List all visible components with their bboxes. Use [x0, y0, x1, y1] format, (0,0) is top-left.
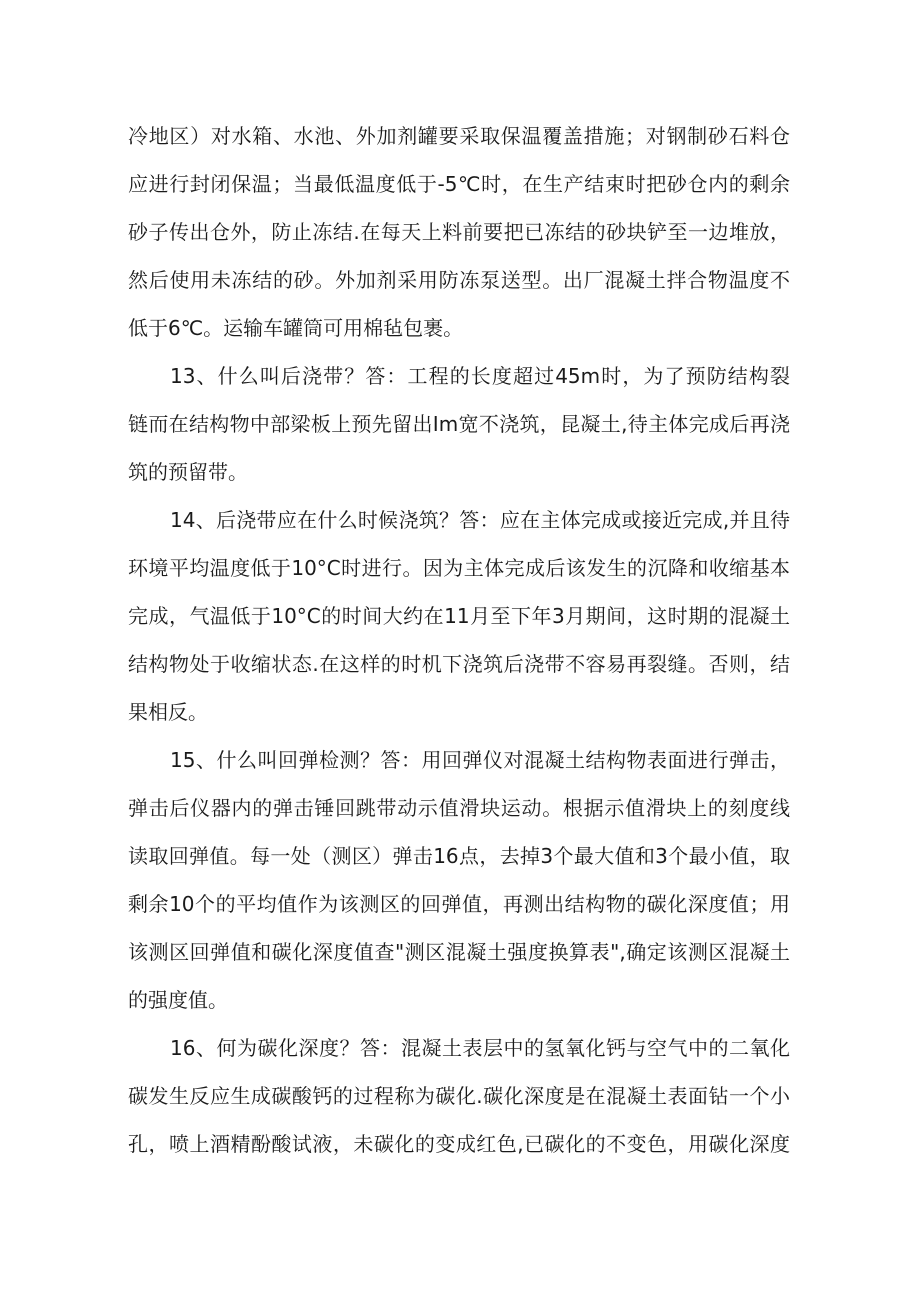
paragraph-q15	[128, 736, 790, 1024]
text-line: 弹击后仪器内的弹击锤回跳带动示值滑块运动。根据示值滑块上的刻度线	[128, 796, 790, 820]
document-body	[128, 112, 790, 1168]
text-line: 链而在结构物中部梁板上预先留出Im宽不浇筑，昆凝土,待主体完成后再浇	[128, 412, 790, 436]
text-line: 然后使用未冻结的砂。外加剂采用防冻泵送型。出厂混凝土拌合物温度不	[128, 268, 790, 292]
paragraph-q16	[128, 1024, 790, 1168]
text-line: 的强度值。	[128, 988, 228, 1012]
text-line: 15、什么叫回弹检测？答：用回弹仪对混凝土结构物表面进行弹击，	[170, 748, 790, 772]
text-line: 16、何为碳化深度？答：混凝土表层中的氢氧化钙与空气中的二氧化	[170, 1036, 790, 1060]
paragraph-q14	[128, 496, 790, 736]
text-line: 低于6℃。运输车罐筒可用棉毡包裹。	[128, 316, 464, 340]
text-line: 该测区回弹值和碳化深度值查"测区混凝土强度换算表",确定该测区混凝土	[128, 940, 790, 964]
text-line: 完成，气温低于10°C的时间大约在11月至下年3月期间，这时期的混凝土	[128, 604, 790, 628]
paragraph-continuation	[128, 112, 790, 352]
text-line: 读取回弹值。每一处（测区）弹击16点，去掉3个最大值和3个最小值，取	[128, 844, 790, 868]
text-line: 筑的预留带。	[128, 460, 248, 484]
text-line: 果相反。	[128, 700, 208, 724]
text-line: 环境平均温度低于10°C时进行。因为主体完成后该发生的沉降和收缩基本	[128, 556, 790, 580]
text-line: 砂子传出仓外，防止冻结.在每天上料前要把已冻结的砂块铲至一边堆放，	[128, 220, 790, 244]
text-line: 14、后浇带应在什么时候浇筑？答：应在主体完成或接近完成,并且待	[170, 508, 790, 532]
text-line: 孔，喷上酒精酚酸试液，未碳化的变成红色,已碳化的不变色，用碳化深度	[128, 1132, 790, 1156]
text-line: 13、什么叫后浇带？答：工程的长度超过45m时，为了预防结构裂	[170, 364, 790, 388]
text-line: 剩余10个的平均值作为该测区的回弹值，再测出结构物的碳化深度值；用	[128, 892, 790, 916]
text-line: 碳发生反应生成碳酸钙的过程称为碳化.碳化深度是在混凝土表面钻一个小	[128, 1084, 790, 1108]
text-line: 结构物处于收缩状态.在这样的时机下浇筑后浇带不容易再裂缝。否则，结	[128, 652, 790, 676]
text-line: 应进行封闭保温；当最低温度低于-5℃时，在生产结束时把砂仓内的剩余	[128, 172, 790, 196]
paragraph-q13	[128, 352, 790, 496]
text-line: 冷地区）对水箱、水池、外加剂罐要采取保温覆盖措施；对钢制砂石料仓	[128, 124, 790, 148]
